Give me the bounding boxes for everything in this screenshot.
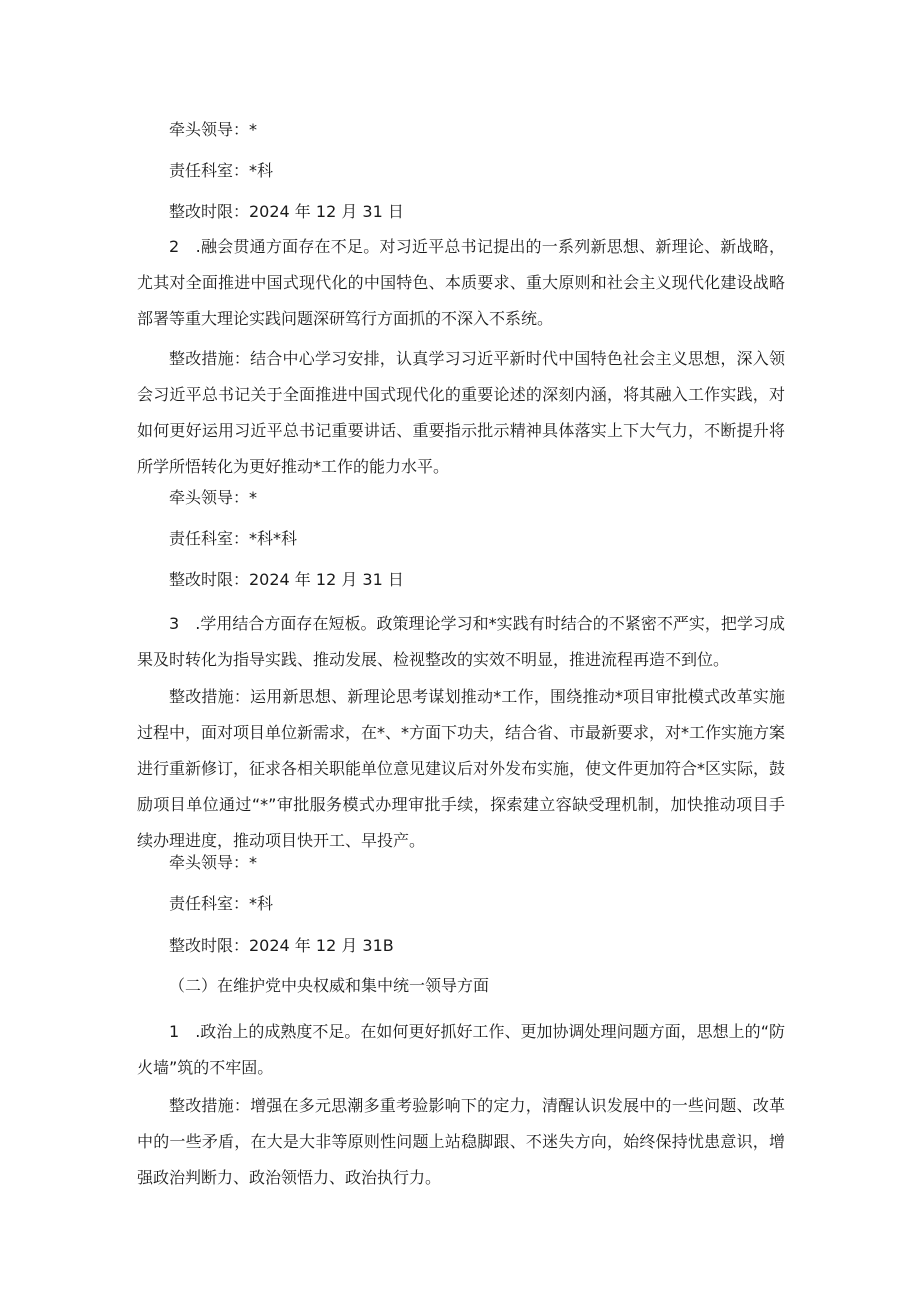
lead-leader-3: 牵头领导：* xyxy=(169,853,258,872)
deadline-1: 整改时限：2024 年 12 月 31 日 xyxy=(169,202,404,221)
deadline-2: 整改时限：2024 年 12 月 31 日 xyxy=(169,570,404,589)
deadline-3: 整改时限：2024 年 12 月 31B xyxy=(169,936,394,955)
lead-leader-2: 牵头领导：* xyxy=(169,488,258,507)
measure-4: 整改措施：增强在多元思潮多重考验影响下的定力，清醒认识发展中的一些问题、改革中的一些矛盾，在大是大非等原则性问题上站稳脚跟、不迷失方向，始终保持忧患意识，增强政治判断力、政治领悟力、政治执行力。 xyxy=(137,1096,785,1187)
measure-2: 整改措施：结合中心学习安排，认真学习习近平新时代中国特色社会主义思想，深入领会习近平总书记关于全面推进中国式现代化的重要论述的深刻内涵，将其融入工作实践，对如何更好运用习近平总书记重要讲话、重要指示批示精神具体落实上下大气力，不断提升将所学所悟转化为更好推动*工作的能力水平。 xyxy=(137,349,785,476)
responsible-dept-3: 责任科室：*科 xyxy=(169,894,274,913)
responsible-dept-2: 责任科室：*科*科 xyxy=(169,529,298,548)
lead-leader-1: 牵头领导：* xyxy=(169,120,258,139)
measure-3: 整改措施：运用新思想、新理论思考谋划推动*工作，围绕推动*项目审批模式改革实施过程中，面对项目单位新需求，在*、*方面下功夫，结合省、市最新要求，对*工作实施方案进行重新修订，征求各相关职能单位意见建议后对外发布实施，使文件更加符合*区实际，鼓励项目单位通过“*”审批服务模式办理审批手续，探索建立容缺受理机制，加快推动项目手续办理进度，推动项目快开工、早投产。 xyxy=(137,687,786,850)
issue-2: 2 .融会贯通方面存在不足。对习近平总书记提出的一系列新思想、新理论、新战略，尤其对全面推进中国式现代化的中国特色、本质要求、重大原则和社会主义现代化建设战略部署等重大理论实践问题深研笃行方面抓的不深入不系统。 xyxy=(137,237,785,328)
issue-3: 3 .学用结合方面存在短板。政策理论学习和*实践有时结合的不紧密不严实，把学习成果及时转化为指导实践、推动发展、检视整改的实效不明显，推进流程再造不到位。 xyxy=(137,614,785,669)
issue-4: 1 .政治上的成熟度不足。在如何更好抓好工作、更加协调处理问题方面，思想上的“防火墙”筑的不牢固。 xyxy=(137,1022,785,1077)
section-heading-2: （二）在维护党中央权威和集中统一领导方面 xyxy=(169,976,490,995)
responsible-dept-1: 责任科室：*科 xyxy=(169,161,274,180)
